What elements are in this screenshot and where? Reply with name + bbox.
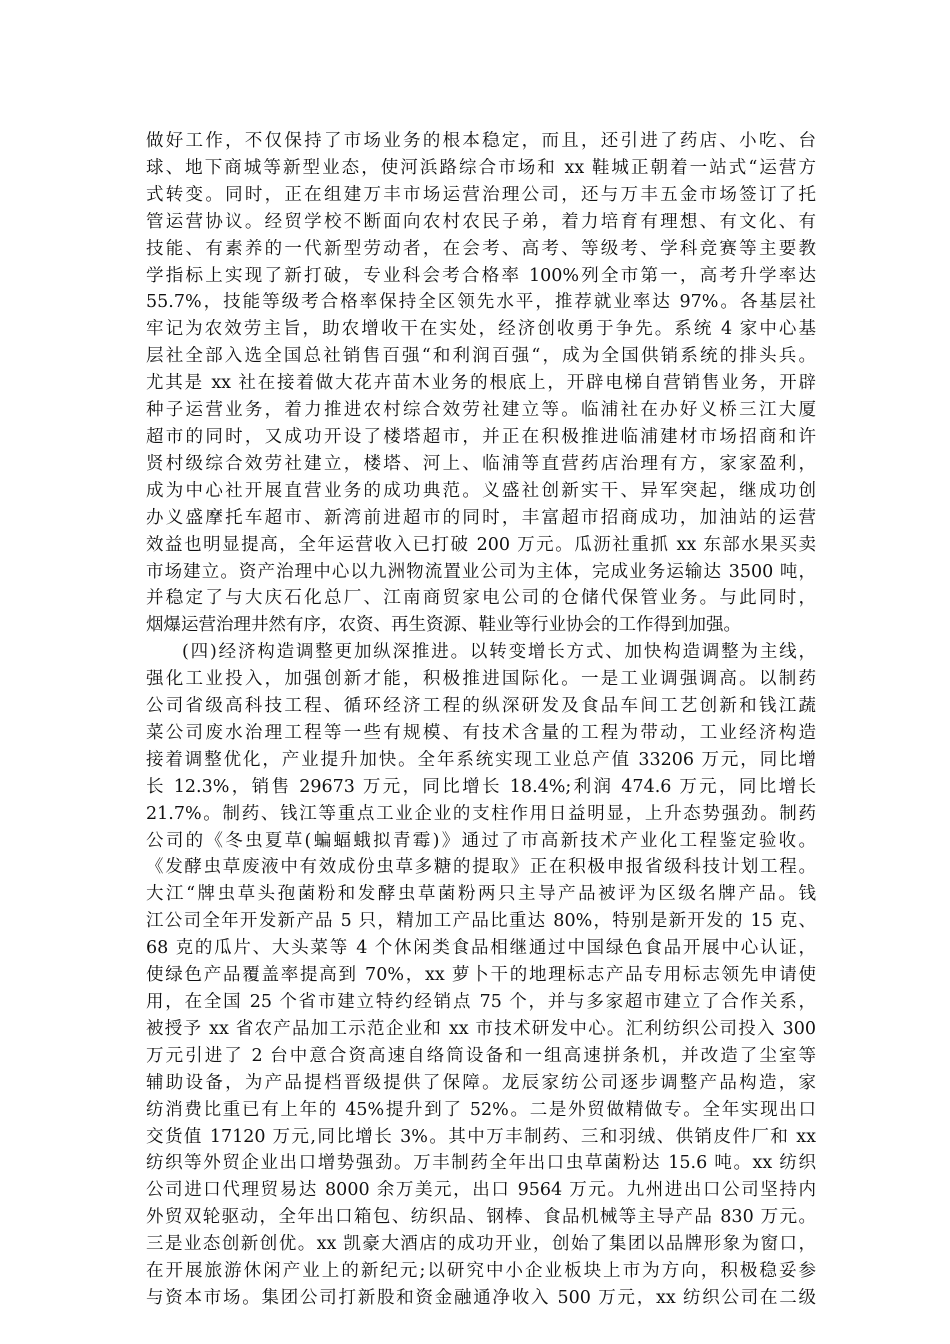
- text-line: 种子运营业务，着力推进农村综合效劳社建立等。临浦社在办好义桥三江大厦: [146, 400, 816, 421]
- text-line: 纺织等外贸企业出口增势强劲。万丰制药全年出口虫草菌粉达 15.6 吨。xx 纺织: [146, 1153, 816, 1174]
- text-line: 球、地下商城等新型业态，使河浜路综合市场和 xx 鞋城正朝着一站式“运营方: [146, 157, 816, 178]
- text-line: 技能、有素养的一代新型劳动者，在会考、高考、等级考、学科竞赛等主要教: [146, 238, 816, 259]
- text-line: 尤其是 xx 社在接着做大花卉苗木业务的根底上，开辟电梯自营销售业务，开辟: [146, 373, 816, 394]
- text-line: 牢记为农效劳主旨，助农增收干在实处，经济创收勇于争先。系统 4 家中心基: [146, 319, 816, 340]
- text-line: 市场建立。资产治理中心以九洲物流置业公司为主体，完成业务运输达 3500 吨，: [146, 561, 816, 582]
- text-line: (四)经济构造调整更加纵深推进。以转变增长方式、加快构造调整为主线，: [182, 642, 816, 663]
- text-line: 21.7%。制药、钱江等重点工业企业的支柱作用日益明显，上升态势强劲。制药: [146, 803, 816, 824]
- body-paragraph-market-operations: [146, 128, 816, 639]
- text-line: 三是业态创新创优。xx 凯豪大酒店的成功开业，创始了集团以品牌形象为窗口，: [146, 1234, 816, 1255]
- text-line: 外贸双轮驱动，全年出口箱包、纺织品、钢棒、食品机械等主导产品 830 万元。: [146, 1207, 816, 1228]
- text-line: 江公司全年开发新产品 5 只，精加工产品比重达 80%，特别是新开发的 15 克、: [146, 911, 816, 932]
- text-line: 效益也明显提高，全年运营收入已打破 200 万元。瓜沥社重抓 xx 东部水果买卖: [146, 534, 816, 555]
- text-line: 68 克的瓜片、大头菜等 4 个休闲类食品相继通过中国绿色食品开展中心认证，: [146, 938, 816, 959]
- text-line: 贤村级综合效劳社建立，楼塔、河上、临浦等直营药店治理有方，家家盈利，: [146, 453, 816, 474]
- text-line: 并稳定了与大庆石化总厂、江南商贸家电公司的仓储代保管业务。与此同时，: [146, 588, 816, 609]
- text-line: 层社全部入选全国总社销售百强“和利润百强“，成为全国供销系统的排头兵。: [146, 346, 816, 367]
- text-line: 使绿色产品覆盖率提高到 70%，xx 萝卜干的地理标志产品专用标志领先申请使: [146, 965, 816, 986]
- text-line: 辅助设备，为产品提档晋级提供了保障。龙辰家纺公司逐步调整产品构造，家: [146, 1072, 816, 1093]
- text-line: 万元引进了 2 台中意合资高速自络筒设备和一组高速拼条机，并改造了尘室等: [146, 1045, 816, 1066]
- text-line: 烟爆运营治理井然有序，农资、再生资源、鞋业等行业协会的工作得到加强。: [146, 615, 741, 636]
- text-line: 做好工作，不仅保持了市场业务的根本稳定，而且，还引进了药店、小吃、台: [146, 131, 816, 151]
- text-line: 超市的同时，又成功开设了楼塔超市，并正在积极推进临浦建材市场招商和许: [146, 426, 816, 447]
- text-line: 式转变。同时，正在组建万丰市场运营治理公司，还与万丰五金市场签订了托: [146, 184, 816, 205]
- body-paragraph-structural-adjustment: [146, 639, 816, 1312]
- text-line: 公司省级高科技工程、循环经济工程的纵深研发及食品车间工艺创新和钱江蔬: [146, 696, 816, 717]
- text-line: 纺消费比重已有上年的 45%提升到了 52%。二是外贸做精做专。全年实现出口: [146, 1099, 816, 1120]
- text-line: 《发酵虫草废液中有效成份虫草多糖的提取》正在积极申报省级科技计划工程。: [146, 857, 816, 878]
- text-line: 公司进口代理贸易达 8000 余万美元，出口 9564 万元。九州进出口公司坚持内: [146, 1180, 816, 1201]
- text-line: 被授予 xx 省农产品加工示范企业和 xx 市技术研发中心。汇利纺织公司投入 300: [146, 1018, 816, 1039]
- text-line: 55.7%，技能等级考合格率保持全区领先水平，推荐就业率达 97%。各基层社: [146, 292, 816, 313]
- text-line: 接着调整优化，产业提升加快。全年系统实现工业总产值 33206 万元，同比增: [146, 749, 816, 770]
- text-line: 与资本市场。集团公司打新股和资金融通净收入 500 万元，xx 纺织公司在二级: [146, 1287, 816, 1308]
- text-line: 菜公司废水治理工程等一些有规模、有技术含量的工程为带动，工业经济构造: [146, 722, 816, 743]
- text-line: 办义盛摩托车超市、新湾前进超市的同时，丰富超市招商成功，加油站的运营: [146, 507, 816, 528]
- document-page: [146, 128, 816, 1312]
- text-line: 强化工业投入，加强创新才能，积极推进国际化。一是工业调强调高。以制药: [146, 669, 816, 690]
- text-line: 用，在全国 25 个省市建立特约经销点 75 个，并与多家超市建立了合作关系，: [146, 992, 816, 1012]
- text-line: 学指标上实现了新打破，专业科会考合格率 100%列全市第一，高考升学率达: [146, 265, 816, 286]
- text-line: 公司的《冬虫夏草(蝙蝠蛾拟青霉)》通过了市高新技术产业化工程鉴定验收。: [146, 830, 816, 851]
- text-line: 成为中心社开展直营业务的成功典范。义盛社创新实干、异军突起，继成功创: [146, 480, 816, 501]
- text-line: 交货值 17120 万元,同比增长 3%。其中万丰制药、三和羽绒、供销皮件厂和 xx: [146, 1126, 816, 1147]
- text-line: 管运营协议。经贸学校不断面向农村农民子弟，着力培育有理想、有文化、有: [146, 211, 816, 232]
- text-line: 大江“牌虫草头孢菌粉和发酵虫草菌粉两只主导产品被评为区级名牌产品。钱: [146, 884, 816, 905]
- text-line: 在开展旅游休闲产业上的新纪元;以研究中小企业板块上市为方向，积极稳妥参: [146, 1261, 816, 1282]
- text-line: 长 12.3%，销售 29673 万元，同比增长 18.4%;利润 474.6 万元，同比增长: [146, 776, 816, 797]
